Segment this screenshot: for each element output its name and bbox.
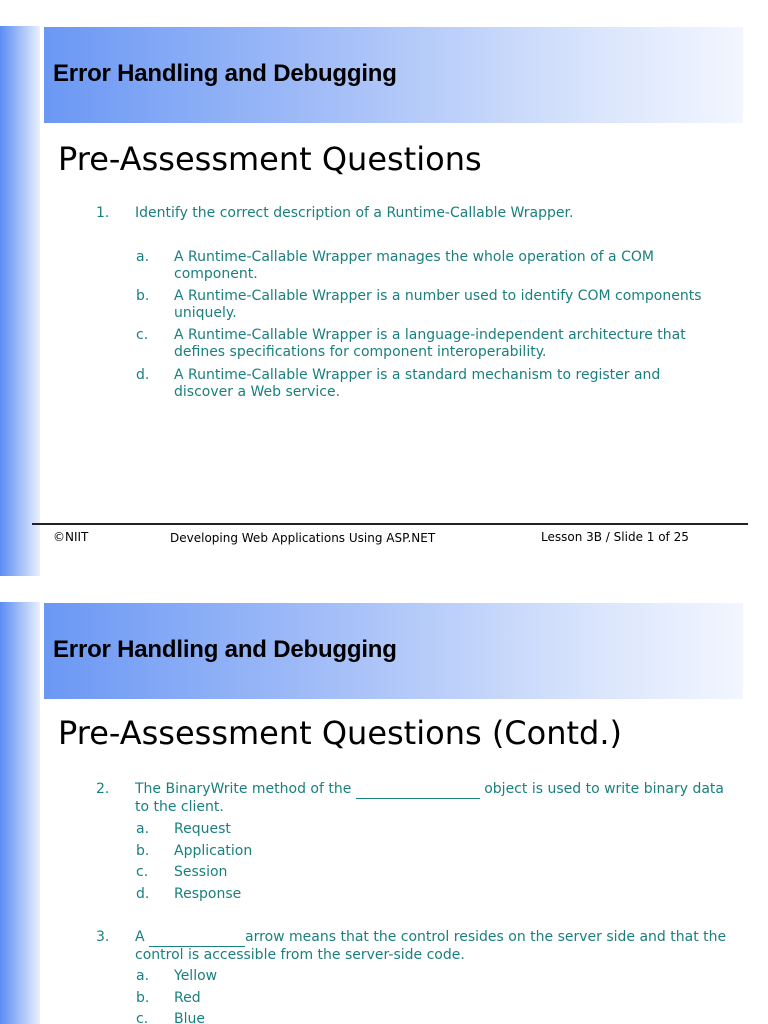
- option-text: Response: [174, 886, 242, 902]
- question-number: 2.: [96, 781, 110, 797]
- footer-course-name: Developing Web Applications Using ASP.NET: [170, 531, 436, 545]
- option-text: A Runtime-Callable Wrapper manages the whole operation of a COM component.: [174, 249, 654, 282]
- footer-copyright: ©NIIT: [53, 530, 89, 544]
- question-text-after: object is used to write binary data to the client.: [135, 781, 724, 815]
- option-text: Blue: [174, 1011, 205, 1024]
- option-text: Session: [174, 864, 228, 880]
- option-text: Red: [174, 990, 201, 1006]
- option-letter: a.: [136, 249, 150, 265]
- slide-title: Pre-Assessment Questions: [58, 140, 482, 178]
- option-text: A Runtime-Callable Wrapper is a standard mechanism to register and discover a Web service.: [174, 367, 661, 400]
- left-gradient-bar: [0, 602, 40, 1024]
- question-text-after: arrow means that the control resides on the server side and that the control is accessible from the server-side code.: [135, 929, 727, 963]
- question-text: [135, 929, 730, 964]
- option-letter: b.: [136, 843, 150, 859]
- option-letter: b.: [136, 990, 150, 1006]
- option-letter: a.: [136, 821, 150, 837]
- header-title: Error Handling and Debugging: [53, 636, 397, 663]
- question-text-before: The BinaryWrite method of the: [135, 781, 356, 797]
- answer-blank: [356, 781, 480, 799]
- footer-divider: [32, 523, 748, 525]
- slide-gap: [0, 576, 768, 600]
- option-letter: d.: [136, 886, 150, 902]
- question-text: Identify the correct description of a Runtime-Callable Wrapper.: [135, 205, 574, 221]
- question-text: [135, 781, 730, 816]
- option-text: Yellow: [174, 968, 218, 984]
- option-text: A Runtime-Callable Wrapper is a number used to identify COM components uniquely.: [174, 288, 702, 321]
- left-gradient-bar: [0, 26, 40, 576]
- question-number: 1.: [96, 205, 110, 221]
- question-number: 3.: [96, 929, 110, 945]
- header-title: Error Handling and Debugging: [53, 60, 397, 87]
- option-letter: c.: [136, 1011, 149, 1024]
- slide-2: [0, 600, 768, 1024]
- option-letter: b.: [136, 288, 150, 304]
- option-letter: c.: [136, 327, 149, 343]
- option-text: Application: [174, 843, 253, 859]
- question-text-before: A: [135, 929, 150, 945]
- option-letter: c.: [136, 864, 149, 880]
- option-text: Request: [174, 821, 231, 837]
- slide-title: Pre-Assessment Questions (Contd.): [58, 714, 623, 752]
- answer-blank: [149, 929, 245, 947]
- footer-slide-info: Lesson 3B / Slide 1 of 25: [541, 530, 689, 544]
- option-text: A Runtime-Callable Wrapper is a language-independent architecture that defines specifications for component interoperability.: [174, 327, 686, 360]
- option-letter: d.: [136, 367, 150, 383]
- option-letter: a.: [136, 968, 150, 984]
